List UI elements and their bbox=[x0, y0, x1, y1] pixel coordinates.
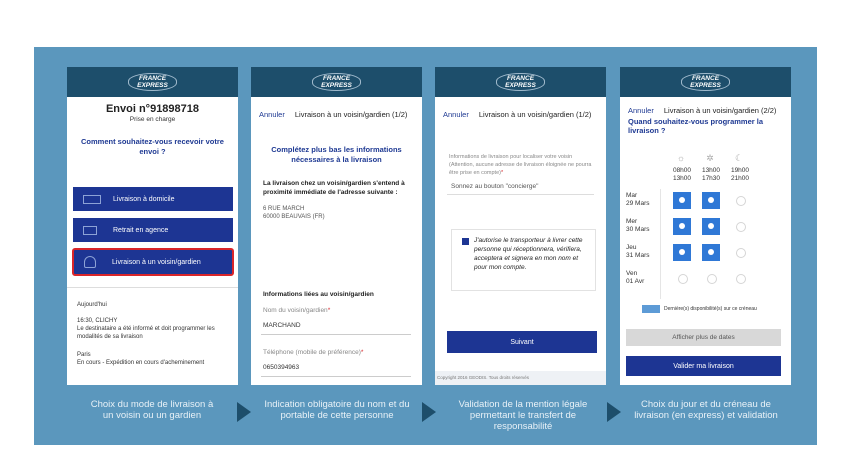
step-caption: Choix du mode de livraison à un voisin ou un gardien bbox=[90, 399, 214, 421]
france-express-logo: FRANCE EXPRESS bbox=[312, 73, 361, 91]
shipment-status: Prise en charge bbox=[129, 116, 176, 123]
schedule-question: Quand souhaitez-vous programmer la livraison ? bbox=[628, 117, 764, 135]
app-header bbox=[67, 67, 238, 97]
validate-delivery-button[interactable]: Valider ma livraison bbox=[626, 356, 781, 376]
slot-cell[interactable] bbox=[673, 218, 691, 235]
morning-icon: ☼ bbox=[676, 153, 686, 163]
day-label: Ven 01 Avr bbox=[626, 270, 645, 285]
consent-text: J'autorise le transporteur à livrer cette personne qui réceptionnera, vérifiera, acceptera et signera en mon nom et pour mon compte. bbox=[474, 237, 583, 271]
slot-cell[interactable] bbox=[673, 192, 691, 209]
nav-bar bbox=[435, 103, 606, 125]
user-icon bbox=[84, 256, 96, 268]
agency-pickup-button[interactable]: Retrait en agence bbox=[73, 218, 233, 242]
sun-icon: ✲ bbox=[706, 153, 714, 163]
slot-cell[interactable] bbox=[731, 218, 749, 235]
france-express-logo: FRANCE EXPRESS bbox=[681, 73, 730, 91]
step-caption: Indication obligatoire du nom et du portable de cette personne bbox=[264, 399, 410, 421]
consent-box bbox=[451, 229, 596, 291]
nav-bar bbox=[620, 103, 791, 117]
slot-cell[interactable] bbox=[731, 244, 749, 261]
slot-header: 19h00 21h00 bbox=[730, 167, 750, 182]
history-event-title: 16:30, CLICHY bbox=[77, 318, 118, 324]
slot-cell[interactable] bbox=[702, 218, 720, 235]
app-header bbox=[251, 67, 422, 97]
evening-icon: ☾ bbox=[734, 153, 744, 163]
cancel-link[interactable]: Annuler bbox=[259, 109, 285, 119]
cancel-link[interactable]: Annuler bbox=[628, 105, 654, 115]
history-divider bbox=[67, 287, 238, 288]
screen-slot-selection bbox=[620, 67, 791, 385]
truck-icon bbox=[83, 195, 101, 204]
cancel-link[interactable]: Annuler bbox=[443, 109, 469, 119]
form-heading: Complétez plus bas les informations nécessaires à la livraison bbox=[271, 145, 402, 164]
slot-cell[interactable] bbox=[702, 244, 720, 261]
nav-bar bbox=[251, 103, 422, 125]
slot-cell[interactable] bbox=[673, 244, 691, 261]
delivery-info-label: Informations de livraison pour localiser votre voisin (Attention, aucune adresse de livraison éloignée ne pourra être prise en compte)* bbox=[449, 154, 592, 176]
store-icon bbox=[83, 226, 97, 235]
delivery-info-input[interactable]: Sonnez au bouton "concierge" bbox=[447, 179, 594, 195]
day-label: Jeu 31 Mars bbox=[626, 244, 650, 259]
consent-checkbox[interactable] bbox=[462, 238, 469, 245]
section-title: Informations liées au voisin/gardien bbox=[263, 291, 374, 298]
form-intro: La livraison chez un voisin/gardien s'entend à proximité immédiate de l'adresse suivante : bbox=[263, 180, 405, 196]
delivery-question: Comment souhaitez-vous recevoir votre envoi ? bbox=[81, 137, 224, 156]
step-arrow bbox=[237, 402, 251, 422]
day-label: Mar 29 Mars bbox=[626, 192, 650, 207]
more-dates-button[interactable]: Afficher plus de dates bbox=[626, 329, 781, 346]
history-event-title: Paris bbox=[77, 352, 91, 358]
step-arrow bbox=[422, 402, 436, 422]
step-caption: Validation de la mention légale permettant le transfert de responsabilité bbox=[458, 399, 588, 432]
screen-legal-consent bbox=[435, 67, 606, 385]
next-button[interactable]: Suivant bbox=[447, 331, 597, 353]
address-line: 6 RUE MARCH bbox=[263, 206, 305, 212]
slot-cell[interactable] bbox=[673, 270, 691, 287]
legend-text: Dernière(s) disponibilité(s) sur ce créneau bbox=[664, 306, 757, 312]
history-date: Aujourd'hui bbox=[77, 302, 107, 308]
presentation-board bbox=[34, 47, 817, 445]
slot-cell[interactable] bbox=[731, 192, 749, 209]
step-title: Livraison à un voisin/gardien (2/2) bbox=[663, 105, 777, 115]
day-label: Mer 30 Mars bbox=[626, 218, 650, 233]
app-header bbox=[435, 67, 606, 97]
slot-header: 08h00 13h00 bbox=[672, 167, 692, 182]
copyright-footer: Copyright 2016 GEODIS. Tous droits réservés bbox=[435, 371, 606, 385]
history-event-text: En cours - Expédition en cours d'acheminement bbox=[77, 360, 205, 366]
france-express-logo: FRANCE EXPRESS bbox=[496, 73, 545, 91]
screen-delivery-choice bbox=[67, 67, 238, 385]
legend-swatch bbox=[642, 305, 660, 313]
france-express-logo: FRANCE EXPRESS bbox=[128, 73, 177, 91]
home-delivery-button[interactable]: Livraison à domicile bbox=[73, 187, 233, 211]
screen-neighbor-info bbox=[251, 67, 422, 385]
neighbor-delivery-button[interactable]: Livraison à un voisin/gardien bbox=[72, 248, 234, 276]
neighbor-name-input[interactable]: MARCHAND bbox=[261, 319, 411, 335]
history-event-text: Le destinataire a été informé et doit programmer les modalités de sa livraison bbox=[77, 326, 215, 340]
step-arrow bbox=[607, 402, 621, 422]
step-caption: Choix du jour et du créneau de livraison (en express) et validation bbox=[634, 399, 778, 421]
address-line: 60000 BEAUVAIS (FR) bbox=[263, 214, 325, 220]
slot-cell[interactable] bbox=[731, 270, 749, 287]
app-header bbox=[620, 67, 791, 97]
slot-cell[interactable] bbox=[702, 192, 720, 209]
grid-divider bbox=[660, 189, 661, 299]
name-label: Nom du voisin/gardien* bbox=[263, 307, 331, 314]
step-title: Livraison à un voisin/gardien (1/2) bbox=[294, 109, 408, 119]
neighbor-phone-input[interactable]: 0650394963 bbox=[261, 361, 411, 377]
slot-header: 13h00 17h30 bbox=[701, 167, 721, 182]
shipment-number: Envoi n°91898718 bbox=[105, 103, 200, 115]
phone-label: Téléphone (mobile de préférence)* bbox=[263, 349, 364, 356]
slot-cell[interactable] bbox=[702, 270, 720, 287]
step-title: Livraison à un voisin/gardien (1/2) bbox=[478, 109, 592, 119]
